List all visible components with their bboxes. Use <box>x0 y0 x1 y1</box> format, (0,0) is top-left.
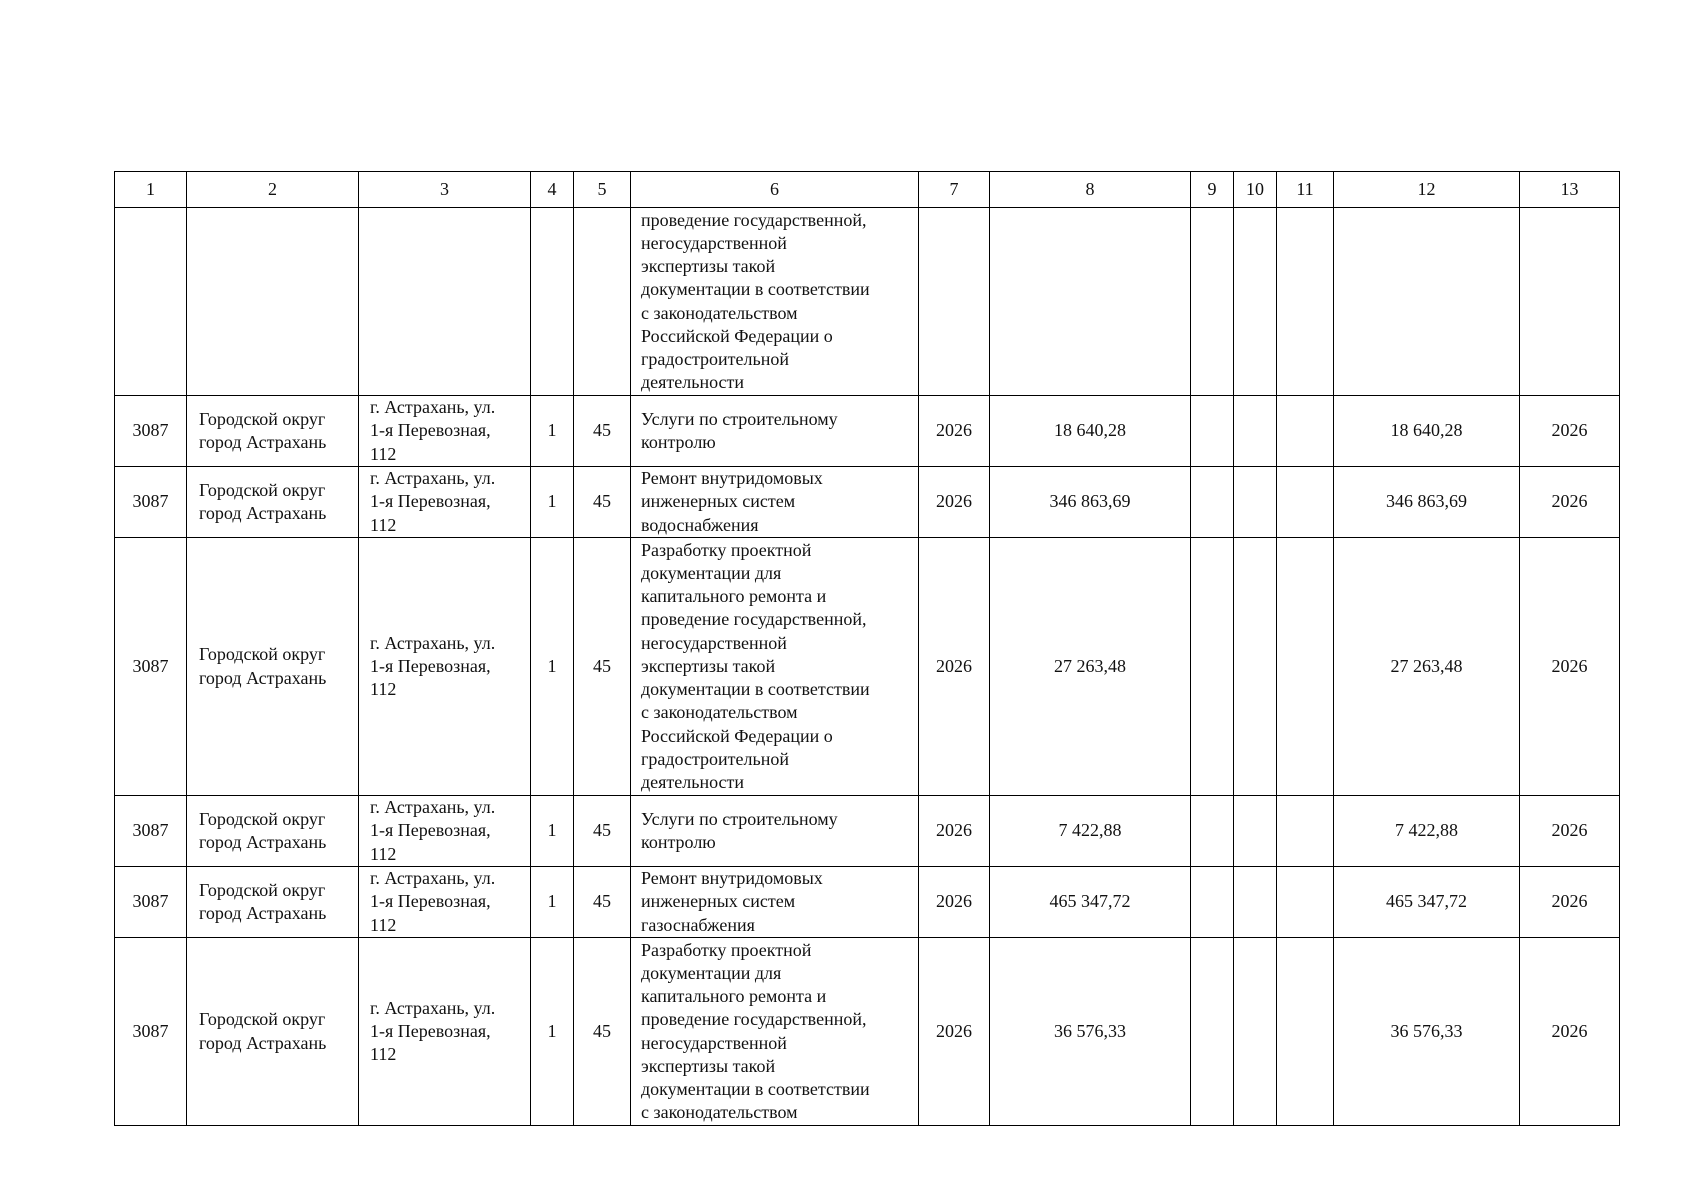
col4-value: 1 <box>531 538 574 796</box>
header-cell: 7 <box>919 172 990 208</box>
header-cell: 5 <box>574 172 631 208</box>
empty-cell <box>574 208 631 396</box>
col11-value <box>1277 938 1334 1126</box>
work-description: Разработку проектной документации для капитального ремонта и проведение государственной, негосударственной экспертизы такой документации в соответствии с законодательством Российской Федерации о градостроительной деятельности <box>631 538 919 796</box>
col12-value: 465 347,72 <box>1334 867 1520 938</box>
municipality-name: Городской округ город Астрахань <box>187 938 359 1126</box>
empty-cell <box>187 208 359 396</box>
empty-cell <box>919 208 990 396</box>
municipality-name: Городской округ город Астрахань <box>187 467 359 538</box>
municipality-name: Городской округ город Астрахань <box>187 796 359 867</box>
year-value: 2026 <box>919 467 990 538</box>
col9-value <box>1191 396 1234 467</box>
col4-value: 1 <box>531 796 574 867</box>
table-row <box>115 467 1620 538</box>
table-row <box>115 796 1620 867</box>
col12-value: 346 863,69 <box>1334 467 1520 538</box>
work-description: проведение государственной, негосударственной экспертизы такой документации в соответствии с законодательством Российской Федерации о градостроительной деятельности <box>631 208 919 396</box>
year-value: 2026 <box>919 396 990 467</box>
year-value: 2026 <box>919 796 990 867</box>
col10-value <box>1234 467 1277 538</box>
col4-value: 1 <box>531 938 574 1126</box>
total-cost: 465 347,72 <box>990 867 1191 938</box>
object-address: г. Астрахань, ул. 1-я Перевозная, 112 <box>359 396 531 467</box>
header-cell: 9 <box>1191 172 1234 208</box>
work-description: Ремонт внутридомовых инженерных систем газоснабжения <box>631 867 919 938</box>
work-description: Услуги по строительному контролю <box>631 796 919 867</box>
col5-value: 45 <box>574 938 631 1126</box>
col12-value: 27 263,48 <box>1334 538 1520 796</box>
col5-value: 45 <box>574 396 631 467</box>
work-description: Ремонт внутридомовых инженерных систем водоснабжения <box>631 467 919 538</box>
header-cell: 4 <box>531 172 574 208</box>
header-cell: 3 <box>359 172 531 208</box>
empty-cell <box>1520 208 1620 396</box>
header-cell: 2 <box>187 172 359 208</box>
object-address: г. Астрахань, ул. 1-я Перевозная, 112 <box>359 938 531 1126</box>
header-cell: 6 <box>631 172 919 208</box>
col11-value <box>1277 467 1334 538</box>
empty-cell <box>1234 208 1277 396</box>
total-cost: 27 263,48 <box>990 538 1191 796</box>
empty-cell <box>1334 208 1520 396</box>
header-cell: 10 <box>1234 172 1277 208</box>
continuation-row <box>115 208 1620 396</box>
col13-value: 2026 <box>1520 796 1620 867</box>
total-cost: 346 863,69 <box>990 467 1191 538</box>
col4-value: 1 <box>531 867 574 938</box>
year-value: 2026 <box>919 538 990 796</box>
empty-cell <box>531 208 574 396</box>
col12-value: 36 576,33 <box>1334 938 1520 1126</box>
table-row <box>115 538 1620 796</box>
header-cell: 8 <box>990 172 1191 208</box>
col5-value: 45 <box>574 867 631 938</box>
header-cell: 1 <box>115 172 187 208</box>
object-address: г. Астрахань, ул. 1-я Перевозная, 112 <box>359 796 531 867</box>
col11-value <box>1277 867 1334 938</box>
col5-value: 45 <box>574 538 631 796</box>
col11-value <box>1277 796 1334 867</box>
work-description: Услуги по строительному контролю <box>631 396 919 467</box>
col13-value: 2026 <box>1520 938 1620 1126</box>
empty-cell <box>359 208 531 396</box>
object-address: г. Астрахань, ул. 1-я Перевозная, 112 <box>359 467 531 538</box>
table-row <box>115 867 1620 938</box>
object-id: 3087 <box>115 867 187 938</box>
object-id: 3087 <box>115 938 187 1126</box>
municipality-name: Городской округ город Астрахань <box>187 867 359 938</box>
total-cost: 18 640,28 <box>990 396 1191 467</box>
empty-cell <box>990 208 1191 396</box>
col13-value: 2026 <box>1520 867 1620 938</box>
object-address: г. Астрахань, ул. 1-я Перевозная, 112 <box>359 538 531 796</box>
col4-value: 1 <box>531 467 574 538</box>
col5-value: 45 <box>574 467 631 538</box>
header-cell: 11 <box>1277 172 1334 208</box>
work-description: Разработку проектной документации для капитального ремонта и проведение государственной, негосударственной экспертизы такой документации в соответствии с законодательством <box>631 938 919 1126</box>
col13-value: 2026 <box>1520 467 1620 538</box>
year-value: 2026 <box>919 867 990 938</box>
col10-value <box>1234 538 1277 796</box>
table-row <box>115 396 1620 467</box>
col12-value: 7 422,88 <box>1334 796 1520 867</box>
header-cell: 12 <box>1334 172 1520 208</box>
municipality-name: Городской округ город Астрахань <box>187 396 359 467</box>
object-address: г. Астрахань, ул. 1-я Перевозная, 112 <box>359 867 531 938</box>
col9-value <box>1191 467 1234 538</box>
col10-value <box>1234 796 1277 867</box>
municipality-name: Городской округ город Астрахань <box>187 538 359 796</box>
header-cell: 13 <box>1520 172 1620 208</box>
table-row <box>115 938 1620 1126</box>
col9-value <box>1191 938 1234 1126</box>
col9-value <box>1191 867 1234 938</box>
col10-value <box>1234 396 1277 467</box>
year-value: 2026 <box>919 938 990 1126</box>
col9-value <box>1191 538 1234 796</box>
empty-cell <box>1191 208 1234 396</box>
object-id: 3087 <box>115 467 187 538</box>
col10-value <box>1234 938 1277 1126</box>
col10-value <box>1234 867 1277 938</box>
total-cost: 36 576,33 <box>990 938 1191 1126</box>
col13-value: 2026 <box>1520 396 1620 467</box>
col9-value <box>1191 796 1234 867</box>
empty-cell <box>115 208 187 396</box>
col11-value <box>1277 538 1334 796</box>
col4-value: 1 <box>531 396 574 467</box>
total-cost: 7 422,88 <box>990 796 1191 867</box>
header-row <box>115 172 1620 208</box>
col12-value: 18 640,28 <box>1334 396 1520 467</box>
object-id: 3087 <box>115 396 187 467</box>
col11-value <box>1277 396 1334 467</box>
empty-cell <box>1277 208 1334 396</box>
capital-repair-table <box>114 171 1620 1126</box>
col5-value: 45 <box>574 796 631 867</box>
object-id: 3087 <box>115 796 187 867</box>
col13-value: 2026 <box>1520 538 1620 796</box>
object-id: 3087 <box>115 538 187 796</box>
